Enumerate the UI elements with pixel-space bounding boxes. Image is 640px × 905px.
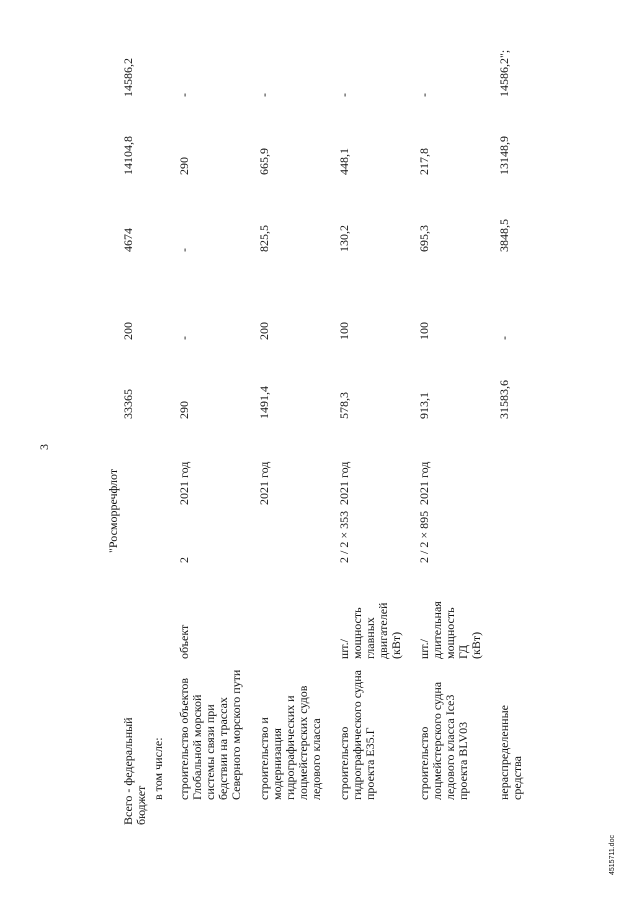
cell-vessels-c1: 1491,4	[257, 386, 271, 419]
cell-total-c1: 33365	[121, 389, 135, 419]
cell-e35g-year: 2021 год	[337, 461, 351, 505]
row-label-unallocated: нераспределенные средства	[497, 705, 524, 800]
cell-gmdss-c1: 290	[177, 401, 191, 419]
cell-blv03-c2: 100	[417, 322, 431, 340]
cell-e35g-c3: 130,2	[337, 225, 351, 252]
cell-unallocated-c3: 3848,5	[497, 219, 511, 252]
row-label-e35g: строительство гидрографического судна проекта Е35.Г	[337, 670, 377, 800]
cell-unallocated-c2: -	[497, 336, 511, 340]
page-number: 3	[37, 444, 51, 450]
cell-vessels-c2: 200	[257, 322, 271, 340]
cell-blv03-c5: -	[417, 93, 431, 97]
row-label-vessels: строительство и модернизация гидрографических и лоцмейстерских судов ледового класса	[257, 685, 323, 800]
cell-vessels-year: 2021 год	[257, 461, 271, 505]
cell-gmdss-c5: -	[177, 93, 191, 97]
cell-e35g-c2: 100	[337, 322, 351, 340]
cell-gmdss-year: 2021 год	[177, 461, 191, 505]
cell-e35g-capacity: 2 / 2 × 353	[337, 510, 351, 563]
cell-total-c5: 14586,2	[121, 58, 135, 97]
cell-blv03-c3: 695,3	[417, 225, 431, 252]
cell-vessels-c4: 665,9	[257, 148, 271, 175]
cell-e35g-c5: -	[337, 93, 351, 97]
cell-total-c2: 200	[121, 322, 135, 340]
cell-gmdss-c3: -	[177, 248, 191, 252]
agency-name: "Росморречфлот	[106, 468, 120, 553]
cell-vessels-c5: -	[257, 93, 271, 97]
cell-gmdss-c4: 290	[177, 157, 191, 175]
row-label-gmdss: строительство объектов Глобальной морской системы связи при бедствии на трассах Северного морского пути	[177, 669, 243, 800]
row-label-including: в том числе:	[151, 737, 165, 800]
row-label-total: Всего - федеральный бюджет	[121, 717, 148, 825]
footer-filename: 4515711.doc	[609, 835, 616, 875]
cell-unallocated-c1: 31583,6	[497, 380, 511, 419]
cell-blv03-capacity: 2 / 2 × 895	[417, 510, 431, 563]
cell-e35g-c4: 448,1	[337, 148, 351, 175]
cell-gmdss-capacity: 2	[177, 557, 191, 563]
row-label-blv03: строительство лоцмейстерского судна ледового класса Ice3 проекта BLV03	[417, 681, 470, 800]
cell-blv03-c4: 217,8	[417, 148, 431, 175]
cell-blv03-year: 2021 год	[417, 461, 431, 505]
cell-unallocated-c4: 13148,9	[497, 136, 511, 175]
cell-vessels-c3: 825,5	[257, 225, 271, 252]
cell-blv03-unit: шт./ длительная мощность ГД (кВт)	[417, 601, 483, 659]
cell-total-c4: 14104,8	[121, 136, 135, 175]
cell-blv03-c1: 913,1	[417, 392, 431, 419]
cell-e35g-unit: шт./ мощность главных двигателей (кВт)	[337, 602, 403, 659]
cell-e35g-c1: 578,3	[337, 392, 351, 419]
cell-unallocated-c5: 14586,2";	[497, 49, 511, 97]
cell-gmdss-c2: -	[177, 336, 191, 340]
cell-total-c3: 4674	[121, 228, 135, 252]
cell-gmdss-unit: объект	[177, 624, 191, 659]
